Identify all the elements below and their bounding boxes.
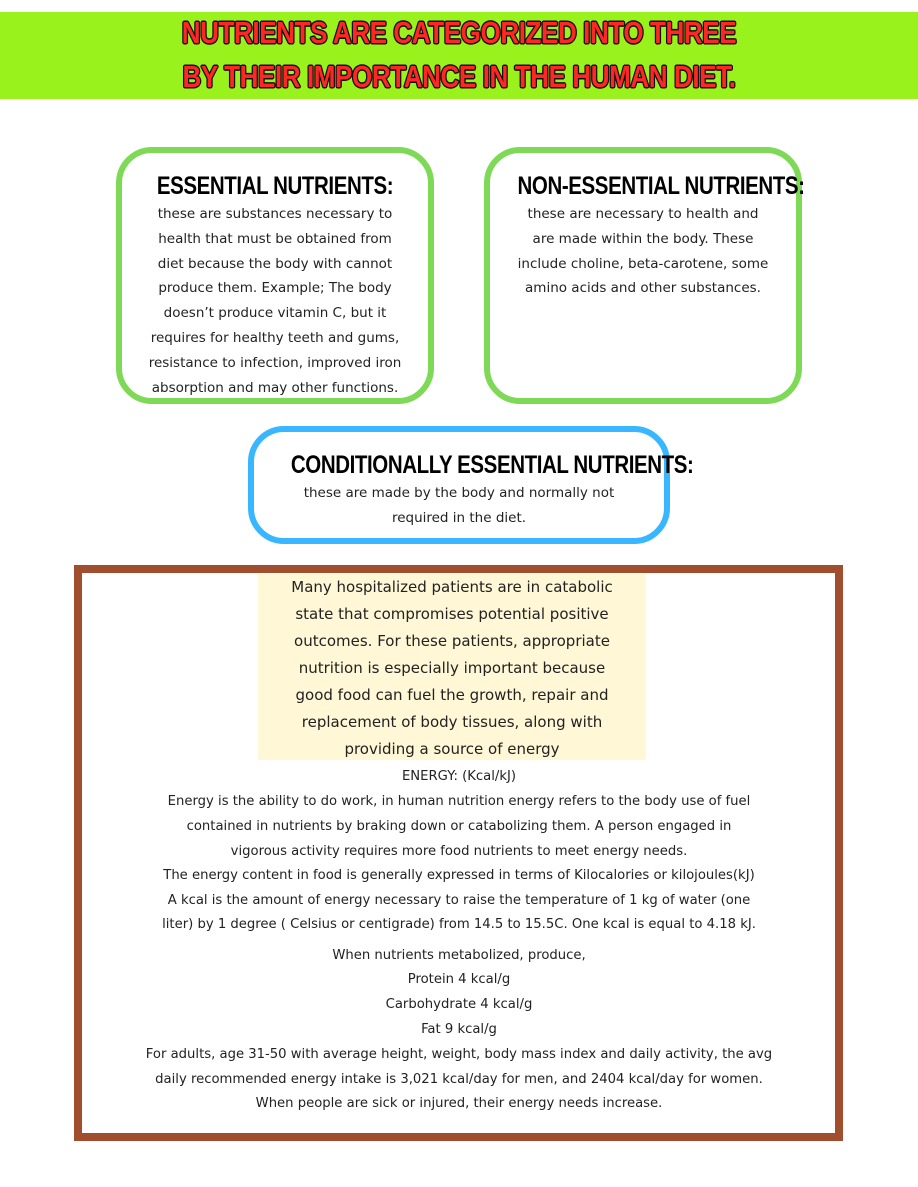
fat-value: Fat 9 kcal/g: [421, 1022, 497, 1037]
non-essential-nutrients-title: NON-ESSENTIAL NUTRIENTS:: [517, 172, 805, 200]
protein-value: Protein 4 kcal/g: [407, 972, 511, 987]
text-line: these are necessary to health and: [527, 206, 759, 222]
conditionally-essential-nutrients-text: [254, 481, 664, 531]
conditionally-essential-nutrients-title: CONDITIONALLY ESSENTIAL NUTRIENTS:: [290, 451, 694, 479]
energy-closing-line: For adults, age 31-50 with average height, weight, body mass index and daily activity, the avg: [145, 1047, 773, 1062]
text-line: required in the diet.: [391, 509, 527, 526]
text-line: produce them. Example; The body: [158, 280, 392, 297]
metabolized-intro: When nutrients metabolized, produce,: [332, 948, 586, 963]
text-line: these are substances necessary to: [157, 206, 393, 222]
text-line: good food can fuel the growth, repair and: [295, 686, 609, 704]
text-line: diet because the body with cannot: [157, 255, 393, 272]
energy-paragraph-line: A kcal is the amount of energy necessary to raise the temperature of 1 kg of water (one: [167, 893, 751, 908]
text-line: state that compromises potential positive: [295, 605, 609, 623]
essential-nutrients-title: ESSENTIAL NUTRIENTS:: [156, 172, 394, 200]
non-essential-nutrients-card: [484, 147, 805, 404]
hospitalized-patients-text: [258, 574, 646, 763]
essential-nutrients-card: [116, 147, 434, 404]
energy-paragraph-line: Energy is the ability to do work, in human nutrition energy refers to the body use of fuel: [167, 794, 751, 809]
text-line: amino acids and other substances.: [525, 280, 761, 297]
energy-paragraph-line: The energy content in food is generally expressed in terms of Kilocalories or kilojoules(kJ): [163, 868, 755, 883]
energy-heading: ENERGY: (Kcal/kJ): [401, 769, 517, 784]
energy-paragraph-line: contained in nutrients by braking down or catabolizing them. A person engaged in: [186, 819, 732, 834]
text-line: include choline, beta-carotene, some: [517, 255, 769, 272]
energy-closing-line: daily recommended energy intake is 3,021 kcal/day for men, and 2404 kcal/day for women.: [155, 1072, 763, 1087]
text-line: Many hospitalized patients are in catabolic: [291, 578, 613, 596]
text-line: requires for healthy teeth and gums,: [150, 329, 400, 346]
text-line: nutrition is especially important because: [298, 659, 606, 677]
carbohydrate-value: Carbohydrate 4 kcal/g: [385, 997, 533, 1012]
non-essential-nutrients-text: [490, 202, 796, 301]
energy-paragraph-line: liter) by 1 degree ( Celsius or centigrade) from 14.5 to 15.5C. One kcal is equal to 4.18 kJ.: [162, 917, 756, 932]
text-line: replacement of body tissues, along with: [301, 713, 603, 731]
text-line: absorption and may other functions.: [151, 379, 399, 396]
text-line: resistance to infection, improved iron: [148, 354, 402, 371]
text-line: outcomes. For these patients, appropriate: [294, 632, 610, 650]
header-title-line-1: NUTRIENTS ARE CATEGORIZED INTO THREE: [181, 15, 737, 50]
essential-nutrients-text: [122, 202, 428, 400]
conditionally-essential-nutrients-card: [248, 426, 694, 544]
text-line: doesn’t produce vitamin C, but it: [163, 305, 387, 322]
header-title-line-2: BY THEIR IMPORTANCE IN THE HUMAN DIET.: [182, 59, 736, 94]
text-line: these are made by the body and normally not: [303, 485, 615, 501]
text-line: are made within the body. These: [532, 230, 754, 247]
text-line: providing a source of energy: [344, 740, 560, 758]
text-line: health that must be obtained from: [158, 230, 392, 247]
energy-paragraph-line: vigorous activity requires more food nutrients to meet energy needs.: [230, 844, 688, 859]
energy-closing-line: When people are sick or injured, their energy needs increase.: [255, 1096, 663, 1111]
